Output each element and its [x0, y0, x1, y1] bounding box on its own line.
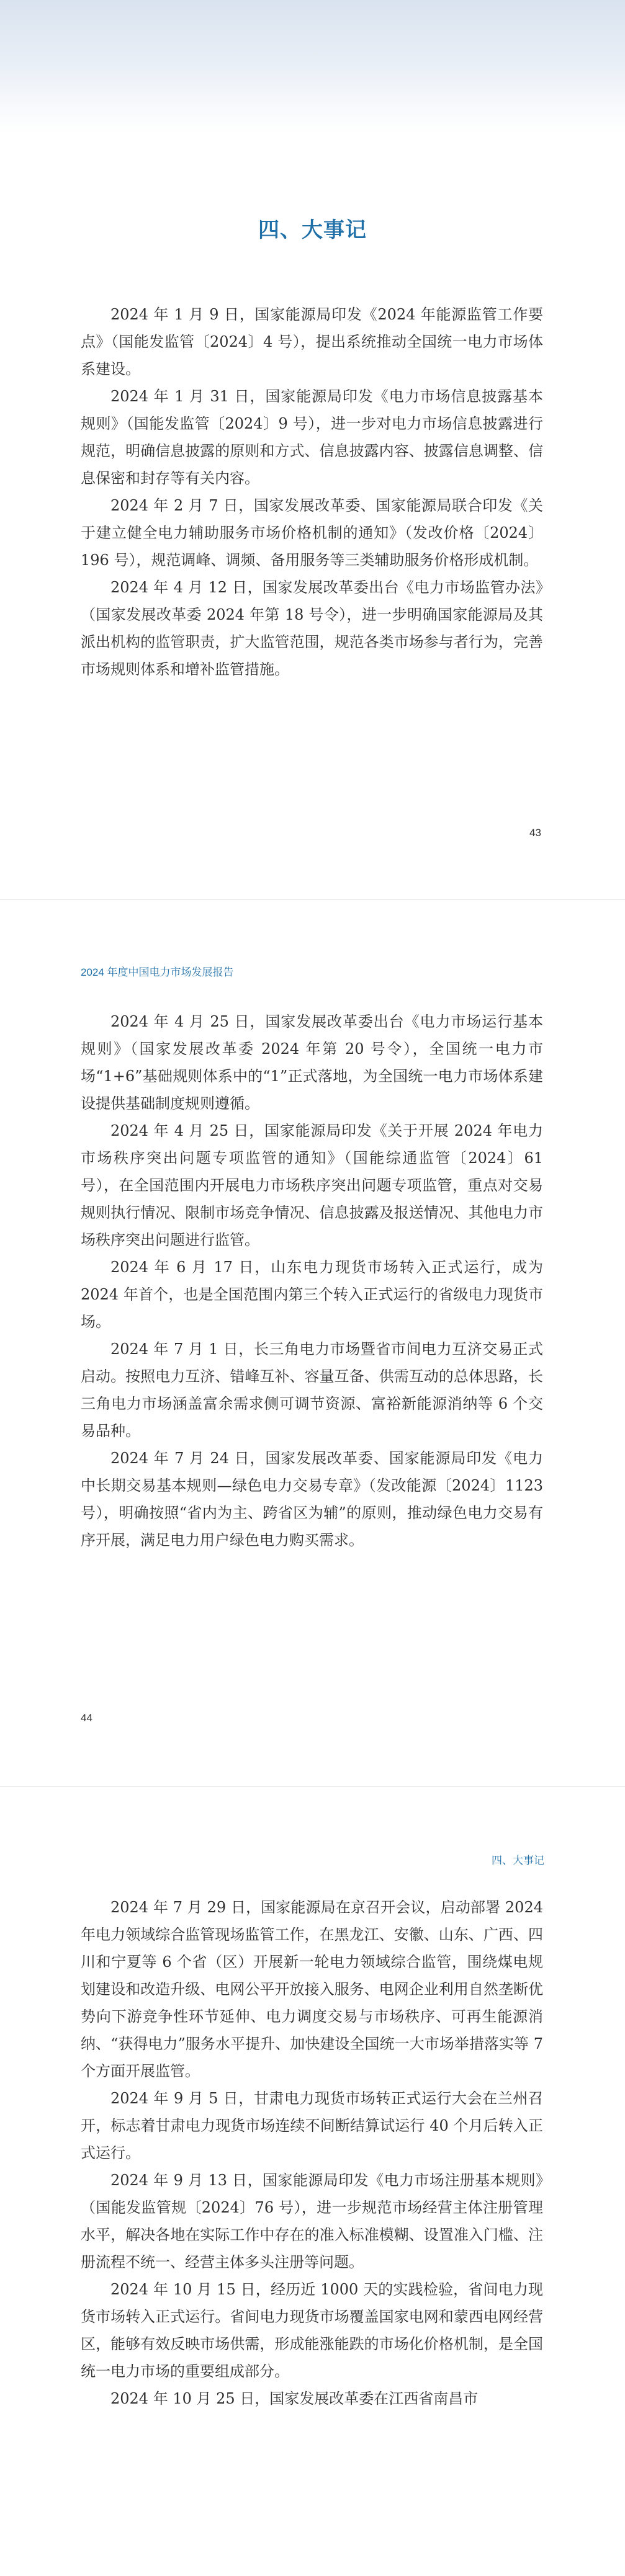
paragraph: 2024 年 2 月 7 日，国家发展改革委、国家能源局联合印发《关于建立健全电力辅助服务市场价格机制的通知》（发改价格〔2024〕196 号），规范调峰、调频、备用服务等三类辅助服务价格形成机制。 [81, 497, 543, 569]
page-45-body [81, 1894, 543, 2412]
page-divider [0, 1786, 625, 1787]
page-top-banner [0, 0, 625, 133]
paragraph: 2024 年 6 月 17 日，山东电力现货市场转入正式运行，成为 2024 年首个，也是全国范围内第三个转入正式运行的省级电力现货市场。 [81, 1259, 543, 1330]
page-number: 44 [81, 1712, 92, 1724]
page-divider [0, 899, 625, 900]
page-44-body [81, 1008, 543, 1554]
paragraph: 2024 年 7 月 1 日，长三角电力市场暨省市间电力互济交易正式启动。按照电力互济、错峰互补、容量互备、供需互动的总体思路，长三角电力市场涵盖富余需求侧可调节资源、富裕新能源消纳等 6 个交易品种。 [81, 1340, 543, 1440]
paragraph: 2024 年 4 月 25 日，国家发展改革委出台《电力市场运行基本规则》（国家发展改革委 2024 年第 20 号令），全国统一电力市场“1+6”基础规则体系中的“1”正式落地，为全国统一电力市场体系建设提供基础制度规则遵循。 [81, 1013, 543, 1112]
section-title: 四、大事记 [258, 217, 367, 243]
paragraph: 2024 年 7 月 29 日，国家能源局在京召开会议，启动部署 2024 年电力领域综合监管现场监管工作，在黑龙江、安徽、山东、广西、四川和宁夏等 6 个省（区）开展新一轮电力领域综合监管，围绕煤电规划建设和改造升级、电网公平开放接入服务、电网企业利用自然垄断优势向下游竞争性环节延伸、电力调度交易与市场秩序、可再生能源消纳、“获得电力”服务水平提升、加快建设全国统一大市场举措落实等 7 个方面开展监管。 [81, 1899, 543, 2080]
page-number: 43 [529, 827, 541, 839]
paragraph: 2024 年 9 月 13 日，国家能源局印发《电力市场注册基本规则》（国能发监管规〔2024〕76 号），进一步规范市场经营主体注册管理水平，解决各地在实际工作中存在的准入标准模糊、设置准入门槛、注册流程不统一、经营主体多头注册等问题。 [81, 2172, 543, 2271]
running-header: 2024 年度中国电力市场发展报告 [81, 966, 234, 978]
paragraph: 2024 年 7 月 24 日，国家发展改革委、国家能源局印发《电力中长期交易基本规则—绿色电力交易专章》（发改能源〔2024〕1123 号），明确按照“省内为主、跨省区为辅”的原则，推动绿色电力交易有序开展，满足电力用户绿色电力购买需求。 [81, 1450, 543, 1549]
paragraph: 2024 年 9 月 5 日，甘肃电力现货市场转正式运行大会在兰州召开，标志着甘肃电力现货市场连续不间断结算试运行 40 个月后转入正式运行。 [81, 2090, 543, 2162]
paragraph: 2024 年 10 月 25 日，国家发展改革委在江西省南昌市 [110, 2390, 479, 2407]
paragraph: 2024 年 1 月 9 日，国家能源局印发《2024 年能源监管工作要点》（国能发监管〔2024〕4 号），提出系统推动全国统一电力市场体系建设。 [81, 306, 543, 378]
page-43-body [81, 301, 543, 683]
running-header: 四、大事记 [492, 1855, 544, 1866]
paragraph: 2024 年 1 月 31 日，国家能源局印发《电力市场信息披露基本规则》（国能发监管〔2024〕9 号），进一步对电力市场信息披露进行规范，明确信息披露的原则和方式、信息披露内容、披露信息调整、信息保密和封存等有关内容。 [81, 388, 543, 487]
paragraph: 2024 年 4 月 25 日，国家能源局印发《关于开展 2024 年电力市场秩序突出问题专项监管的通知》（国能综通监管〔2024〕61 号），在全国范围内开展电力市场秩序突出问题专项监管，重点对交易规则执行情况、限制市场竞争情况、信息披露及报送情况、其他电力市场秩序突出问题进行监管。 [81, 1122, 543, 1249]
paragraph: 2024 年 10 月 15 日，经历近 1000 天的实践检验，省间电力现货市场转入正式运行。省间电力现货市场覆盖国家电网和蒙西电网经营区，能够有效反映市场供需，形成能涨能跌的市场化价格机制，是全国统一电力市场的重要组成部分。 [81, 2281, 543, 2380]
paragraph: 2024 年 4 月 12 日，国家发展改革委出台《电力市场监管办法》（国家发展改革委 2024 年第 18 号令），进一步明确国家能源局及其派出机构的监管职责，扩大监管范围，规范各类市场参与者行为，完善市场规则体系和增补监管措施。 [81, 579, 543, 678]
